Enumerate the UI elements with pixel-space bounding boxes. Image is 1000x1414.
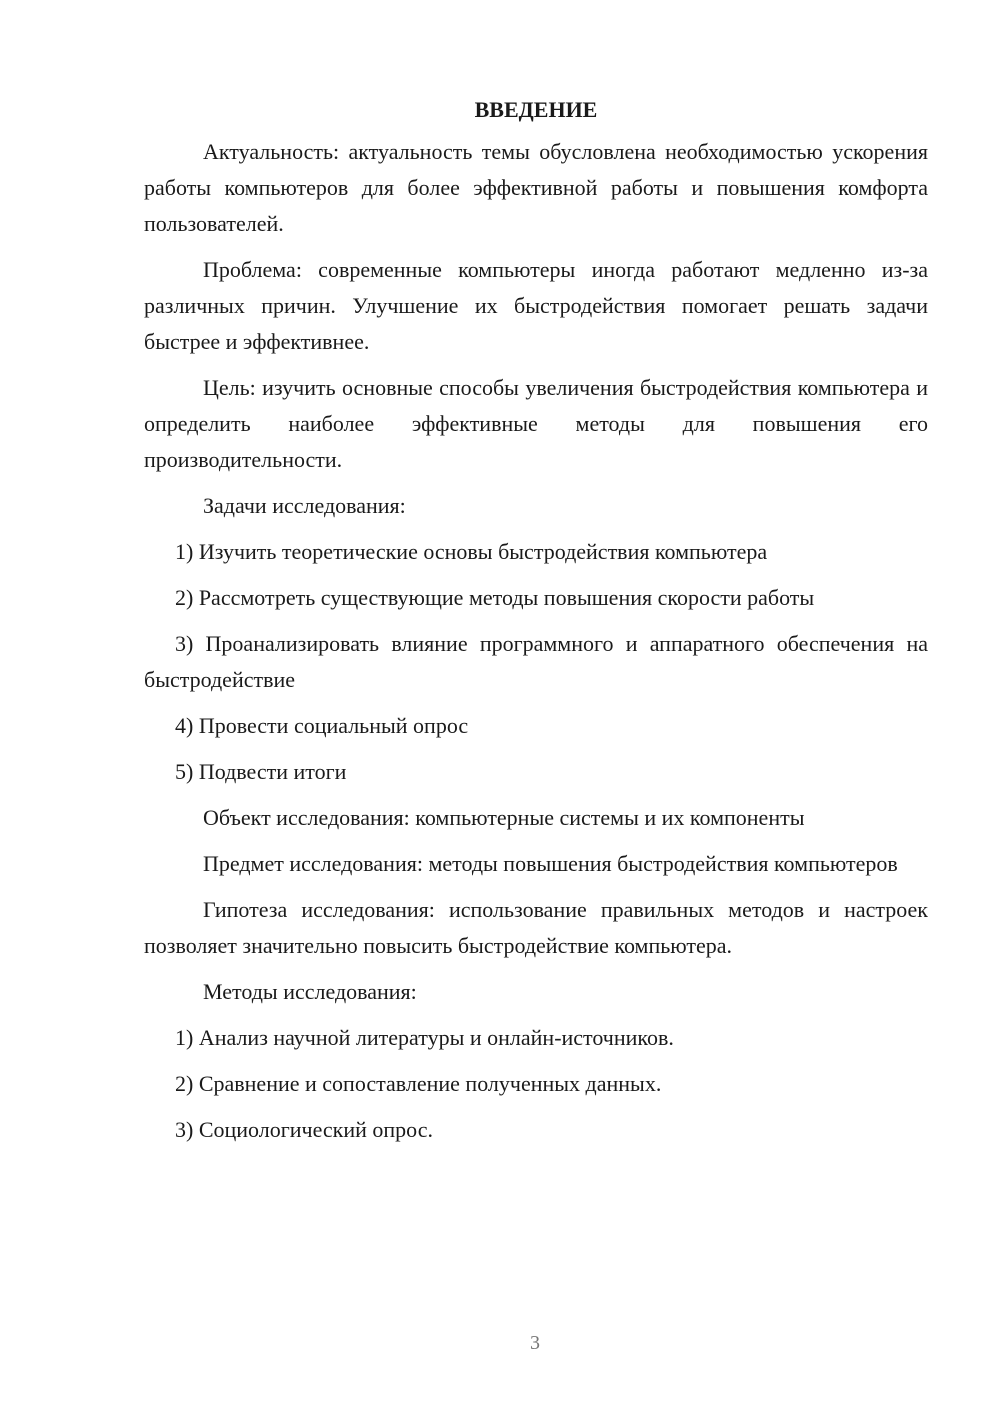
method-item-3: 3) Социологический опрос. bbox=[175, 1117, 433, 1142]
task-item-5: 5) Подвести итоги bbox=[175, 759, 347, 784]
goal-paragraph: Цель: изучить основные способы увеличения быстродействия компьютера и определить наиболее эффективные методы для повышения его производительности. bbox=[144, 375, 928, 472]
method-item-2: 2) Сравнение и сопоставление полученных данных. bbox=[175, 1071, 662, 1096]
subject-paragraph: Предмет исследования: методы повышения быстродействия компьютеров bbox=[203, 851, 898, 876]
task-item-3: 3) Проанализировать влияние программного и аппаратного обеспечения на быстродействие bbox=[144, 631, 928, 692]
problem-paragraph: Проблема: современные компьютеры иногда работают медленно из-за различных причин. Улучшение их быстродействия помогает решать задачи быстрее и эффективнее. bbox=[144, 257, 928, 354]
method-item-1: 1) Анализ научной литературы и онлайн-источников. bbox=[175, 1025, 674, 1050]
task-item-1: 1) Изучить теоретические основы быстродействия компьютера bbox=[175, 539, 768, 564]
task-item-4: 4) Провести социальный опрос bbox=[175, 713, 469, 738]
hypothesis-paragraph: Гипотеза исследования: использование правильных методов и настроек позволяет значительно повысить быстродействие компьютера. bbox=[144, 897, 928, 958]
relevance-paragraph: Актуальность: актуальность темы обусловлена необходимостью ускорения работы компьютеров для более эффективной работы и повышения комфорта пользователей. bbox=[144, 139, 928, 236]
tasks-heading: Задачи исследования: bbox=[203, 493, 406, 518]
page-number: 3 bbox=[530, 1332, 540, 1354]
object-paragraph: Объект исследования: компьютерные системы и их компоненты bbox=[203, 805, 805, 830]
task-item-2: 2) Рассмотреть существующие методы повышения скорости работы bbox=[175, 585, 815, 610]
document-body bbox=[144, 92, 928, 1158]
section-title: ВВЕДЕНИЕ bbox=[474, 97, 598, 122]
methods-heading: Методы исследования: bbox=[203, 979, 417, 1004]
